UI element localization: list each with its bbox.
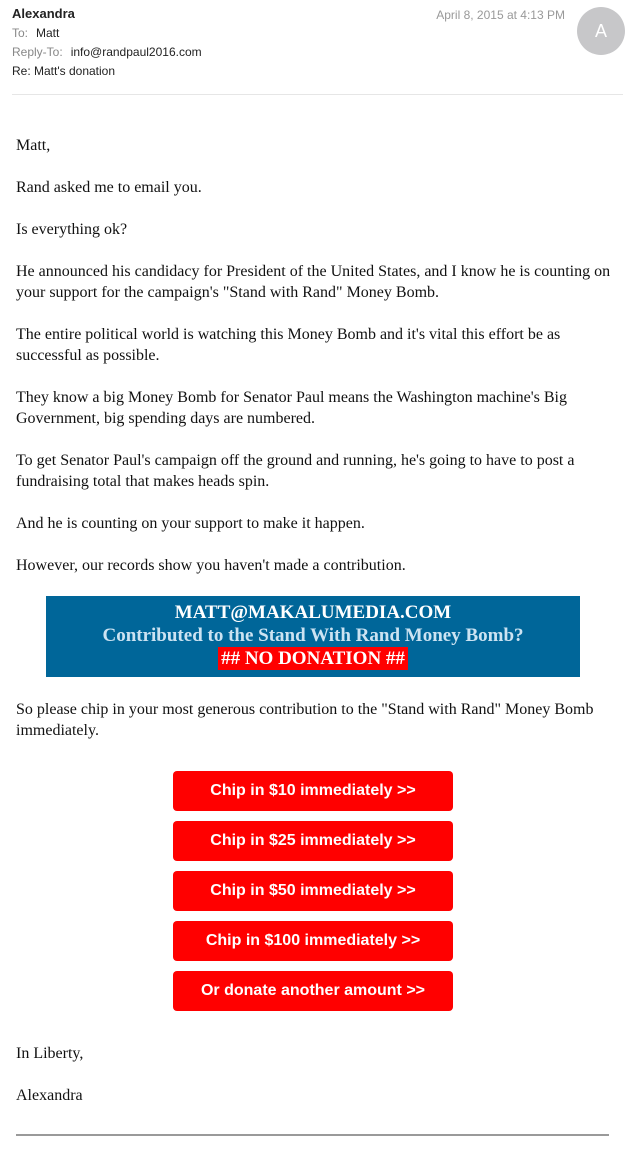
body-paragraph: The entire political world is watching this Money Bomb and it's vital this effort be as successful as possible.	[16, 326, 561, 364]
subject-line: Re: Matt's donation	[12, 64, 116, 78]
footer-divider	[16, 1134, 609, 1136]
body-paragraph: However, our records show you haven't made a contribution.	[16, 557, 406, 574]
avatar[interactable]: A	[577, 7, 625, 55]
chip-in-50-button[interactable]: Chip in $50 immediately >>	[173, 871, 453, 911]
chip-in-10-button[interactable]: Chip in $10 immediately >>	[173, 771, 453, 811]
body-paragraph: So please chip in your most generous contribution to the "Stand with Rand" Money Bomb immediately.	[16, 701, 594, 739]
banner-email: MATT@MAKALUMEDIA.COM	[174, 602, 452, 623]
donate-other-amount-button[interactable]: Or donate another amount >>	[173, 971, 453, 1011]
chip-in-100-button[interactable]: Chip in $100 immediately >>	[173, 921, 453, 961]
body-paragraph: Rand asked me to email you.	[16, 179, 202, 196]
to-recipient[interactable]: Matt	[36, 26, 60, 40]
body-paragraph: And he is counting on your support to make it happen.	[16, 515, 365, 532]
body-paragraph: He announced his candidacy for President of the United States, and I know he is counting on your support for the campaign's "Stand with Rand" Money Bomb.	[16, 263, 611, 301]
signature: Alexandra	[16, 1087, 83, 1104]
reply-to-address[interactable]: info@randpaul2016.com	[70, 45, 202, 59]
chip-in-25-button[interactable]: Chip in $25 immediately >>	[173, 821, 453, 861]
banner-no-donation: ## NO DONATION ##	[218, 647, 408, 670]
header-divider	[12, 94, 623, 95]
to-label: To:	[12, 26, 29, 40]
donation-status-banner	[46, 596, 580, 677]
banner-question: Contributed to the Stand With Rand Money Bomb?	[102, 625, 524, 646]
reply-to-line	[12, 45, 202, 59]
body-paragraph: They know a big Money Bomb for Senator Paul means the Washington machine's Big Government, big spending days are numbered.	[16, 389, 567, 427]
sender-name[interactable]: Alexandra	[12, 6, 75, 21]
reply-to-label: Reply-To:	[12, 45, 63, 59]
sent-date: April 8, 2015 at 4:13 PM	[436, 8, 565, 22]
body-paragraph: To get Senator Paul's campaign off the ground and running, he's going to have to post a fundraising total that makes heads spin.	[16, 452, 575, 490]
email-header	[0, 0, 635, 95]
closing: In Liberty,	[16, 1045, 84, 1062]
to-line	[12, 26, 59, 40]
greeting: Matt,	[16, 137, 51, 154]
body-paragraph: Is everything ok?	[16, 221, 128, 238]
